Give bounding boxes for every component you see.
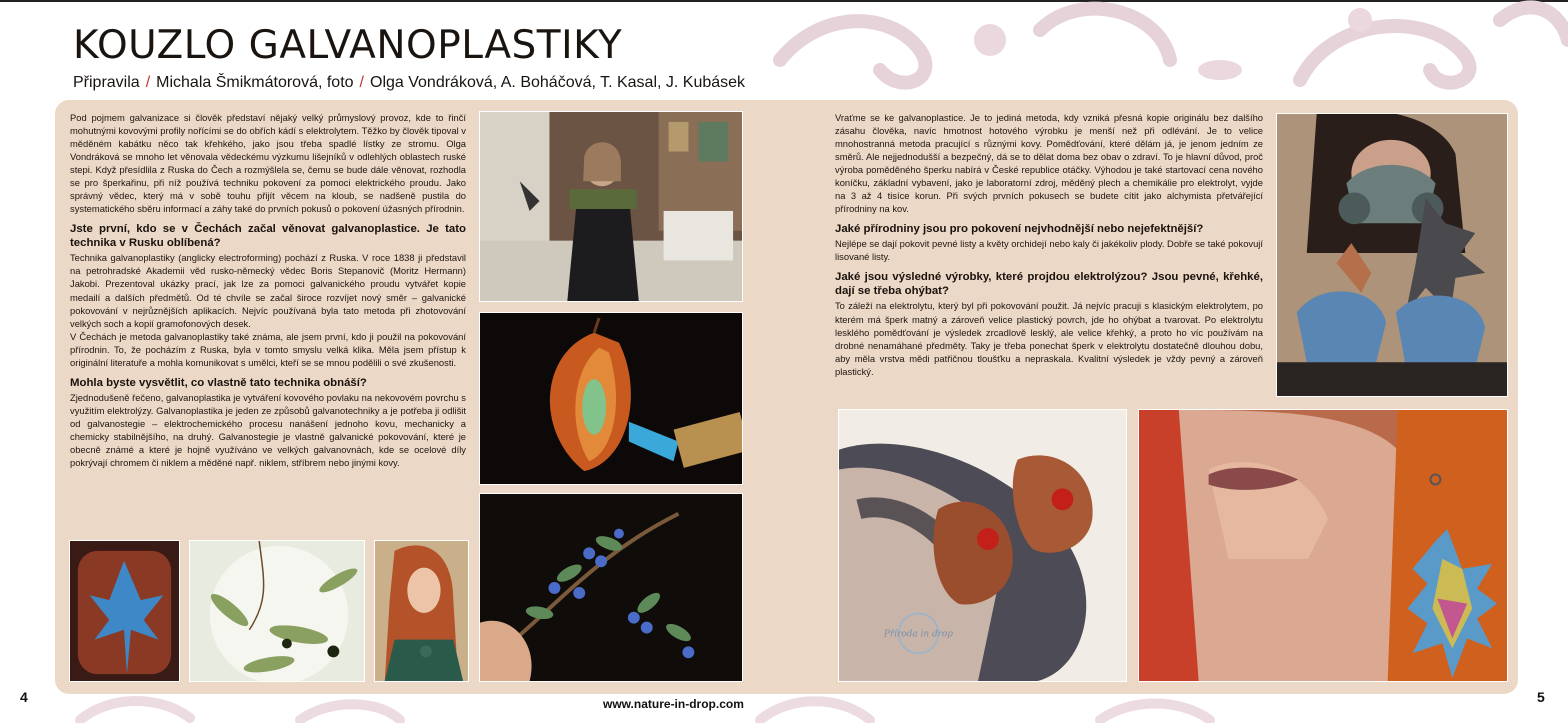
- photo-artist-workshop: [479, 111, 743, 302]
- intro-paragraph: Pod pojmem galvanizace si člověk představí nějaký velký průmyslový provoz, kde to řinčí mohutnými kovovými profily nořícími se do obřích kádí s elektrolytem. Těžko by člověk tipoval v měděném kabátku něco tak křehkého, jako jsou třeba spadlé lístky ze stromu. Olga Vondráková se mnoho let věnovala vědeckému výzkumu lišejníků v odlehlých oblastech ruské stepi. Když přesídlila z Ruska do Čech a rozmýšlela se, čemu se bude dále věnovat, rozhodla se pro šperkařinu, při níž používá techniku pokovení za pomoci elektrického proudu. Jako správný vědec, který má v sobě touhu přijít věcem na kloub, se nadšeně pustila do systematického sběru informací a záhy také do prvních pokusů o pokovení úžasných přírodnin.: [70, 112, 466, 215]
- question-heading: Jste první, kdo se v Čechách začal věnovat galvanoplastice. Je tato technika v Rusku oblíbená?: [70, 223, 466, 250]
- question-heading: Jaké přírodniny jsou pro pokovení nejvhodnější nebo nejefektnější?: [835, 223, 1204, 236]
- right-text-column: [835, 111, 1263, 378]
- decorative-swirl-top: [740, 0, 1568, 100]
- credits-photographers: Olga Vondráková, A. Boháčová, T. Kasal, J. Kubásek: [370, 74, 746, 91]
- answer-paragraph: Technika galvanoplastiky (anglicky electroforming) pochází z Ruska. V roce 1838 ji představil na petrohradské Akademii věd rusko-německý vědec Boris Stepanovič (Moritz Hermann) Jakobi. Prezentoval ukázky prací, jak lze za pomoci galvanického proudu vytvářet kopie medailí a dalších předmětů. Od té chvíle se začal široce rozvíjet nový směr – galvanické pokovování v nejrůznějších aplikacích. Nejvíc používaná byla tato metoda při zhotovování velkých soch a kopií gramofonových desek.: [70, 252, 466, 329]
- answer-paragraph: To záleží na elektrolytu, který byl při pokovování použit. Já nejvíc pracuji s klasickým elektrolytem, po kterém má šperk matný a zároveň velice plastický povrch, jde ho ohýbat a tvarovat. Po elektrolytu lesklého pomědťování je výsledek zrcadlově lesklý, ale velice křehký, a proto ho víc používám na drobné nenamáhané předměty. Taky je třeba ponechat šperk v elektrolytu dostatečně dlouhou dobu, aby měla vrstva mědi patřičnou tloušťku a nepraskala. Kvalitní výsledek je vždy pevný a zároveň plastický.: [835, 300, 1263, 377]
- credits-separator: /: [359, 74, 364, 91]
- photo-rainbow-leaf-earring: [1138, 409, 1508, 682]
- article-title: KOUZLO GALVANOPLASTIKY: [73, 23, 623, 68]
- decorative-swirl-bottom: [0, 690, 1568, 723]
- credits-author: Michala Šmikmátorová, foto: [156, 74, 354, 91]
- answer-paragraph: Zjednodušeně řečeno, galvanoplastika je vytváření kovového povlaku na nekovovém povrchu s využitím elektrolýzy. Galvanoplastika je jeden ze způsobů galvanotechniky a je potřeba ji odlišit od galvanostegie – elektrochemického procesu nanášení jednoho kovu, mechanicky a chemicky stabilnějšího, na druhý. Galvanostegie je vlastně galvanické pokovování, které je obecně známé a které je hojně využíváno ve velkých galvanovnách, kde se ocelové díly pokrývají chromem či niklem a měděné např. niklem, stříbrem nebo jinými kovy.: [70, 391, 466, 469]
- credits-separator: /: [145, 74, 151, 91]
- photo-red-haired-woman: [374, 540, 469, 682]
- photo-masked-artist: [1276, 113, 1508, 397]
- body-paragraph: Vraťme se ke galvanoplastice. Je to jediná metoda, kdy vzniká přesná kopie originálu bez dalšího zásahu člověka, navíc hmotnost hotového výrobku je menší než při odlévání. Je to velice mnohostranná metoda pracující s různými kovy. Pomědťování, které dělám já, je jenom jedním ze směrů. Ale nejjednodušší a bezpečný, dá se to dělat doma bez obav o zdraví. To je hlavní důvod, proč výroba poměděného šperku nabírá v České republice otáčky. Výhodou je také startovací cena nového koníčku, základní vybavení, jako je laboratorní zdroj, měděný plech a chemikálie pro elektrolyt, vyjde na 3 až 4 tisíce korun. Při svých prvních pokusech se budete cítit jako alchymista přetvářející přírodniny na kov.: [835, 112, 1263, 215]
- question-heading: Mohla byste vysvětlit, co vlastně tato technika obnáší?: [70, 376, 367, 389]
- page-number-right: 5: [1537, 689, 1545, 705]
- article-credits: [73, 72, 745, 94]
- photo-leaf-necklace: [189, 540, 365, 682]
- answer-paragraph: Nejlépe se dají pokovit pevné listy a květy orchidejí nebo kaly či jakékoliv plody. Dobře se také pokovují lisované listy.: [835, 238, 1263, 263]
- credits-prefix: Připravila: [73, 74, 140, 91]
- left-text-column: [70, 111, 466, 469]
- watermark-text: Příroda in drop: [883, 629, 954, 640]
- question-heading: Jaké jsou výsledné výrobky, které projdou elektrolýzou? Jsou pevné, křehké, dají se třeba ohýbat?: [835, 271, 1263, 298]
- answer-paragraph: V Čechách je metoda galvanoplastiky také známa, ale jsem první, kdo ji použil na pokovování přírodnin. To, že pocházím z Ruska, byla v tomto smyslu velká klika. Měla jsem přístup k originální literatuře a mohla komunikovat s umělci, kteří se se mnou podělili o své zkušenosti.: [70, 330, 466, 368]
- page-number-left: 4: [20, 689, 28, 705]
- photo-torch-physalis: [479, 312, 743, 485]
- photo-copper-leaf-pendant: [69, 540, 180, 682]
- photo-blueberry-branch: [479, 493, 743, 682]
- photo-copper-physalis-rings: [838, 409, 1127, 682]
- footer-website-url: www.nature-in-drop.com: [603, 697, 744, 711]
